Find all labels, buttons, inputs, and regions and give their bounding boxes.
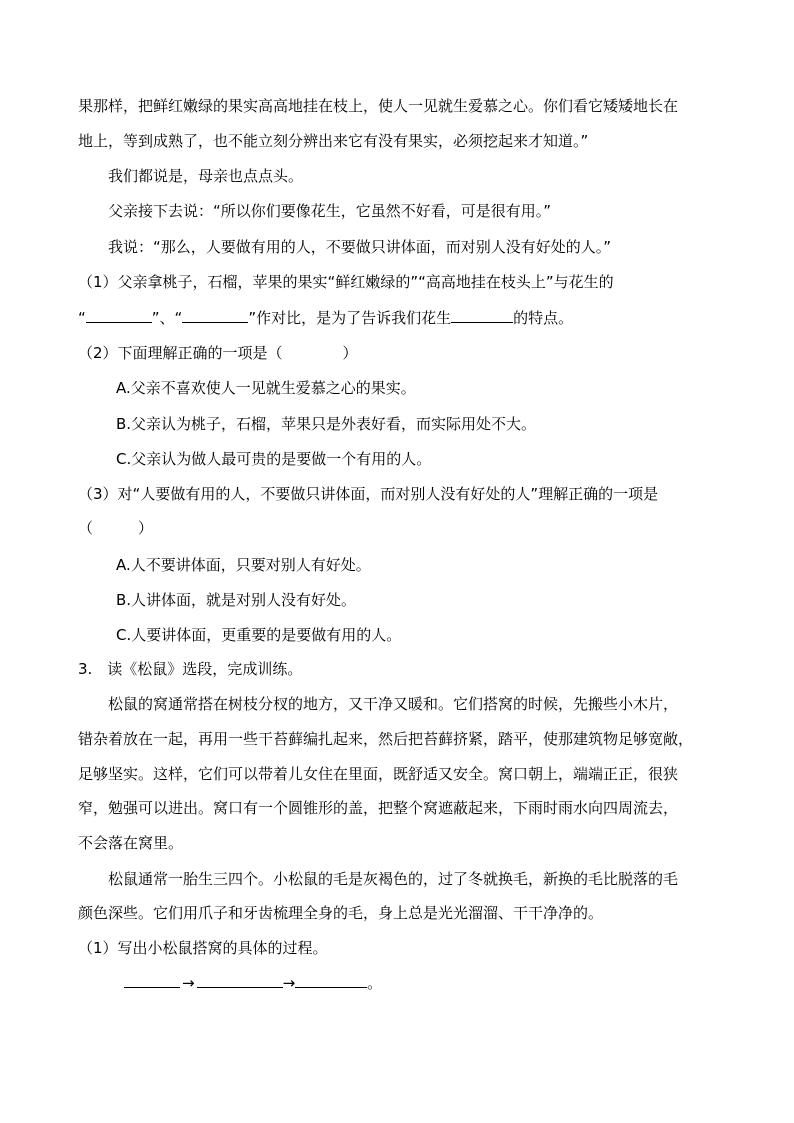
squirrel-passage-line: 松鼠通常一胎生三四个。小松鼠的毛是灰褐色的，过了冬就换毛，新换的毛比脱落的毛	[108, 870, 679, 888]
process-blank-2[interactable]	[197, 973, 283, 988]
squirrel-passage-line: 颜色深些。它们用爪子和牙齿梳理全身的毛，身上总是光光溜溜、干干净净的。	[78, 904, 604, 922]
nest-process-blanks	[124, 973, 382, 993]
process-blank-1[interactable]	[124, 973, 180, 988]
passage-line: 果那样，把鲜红嫩绿的果实高高地挂在枝上，使人一见就生爱慕之心。你们看它矮矮地长在	[78, 97, 679, 115]
question-2-option-c: C.父亲认为做人最可贵的是要做一个有用的人。	[116, 450, 432, 468]
quote-close-text: ”作对比，是为了告诉我们花生	[248, 309, 452, 327]
section-3-heading: 3. 读《松鼠》选段，完成训练。	[78, 660, 303, 678]
squirrel-passage-line: 窄，勉强可以进出。窝口有一个圆锥形的盖，把整个窝遮蔽起来，下雨时雨水向四周流去，	[78, 799, 679, 817]
question-3-option-c: C.人要讲体面，更重要的是要做有用的人。	[116, 626, 402, 644]
quote-separator: ”、“	[151, 309, 183, 327]
squirrel-passage-line: 足够坚实。这样，它们可以带着儿女住在里面，既舒适又安全。窝口朝上，端端正正，很狭	[78, 765, 679, 783]
section-3-question-1-stem: （1）写出小松鼠搭窝的具体的过程。	[78, 939, 328, 957]
answer-blank-3[interactable]	[451, 308, 513, 323]
question-1-tail: 的特点。	[513, 309, 574, 327]
process-blank-3[interactable]	[295, 973, 367, 988]
squirrel-passage-line: 错杂着放在一起，再用一些干苔藓编扎起来，然后把苔藓挤紧，踏平，使那建筑物足够宽敞，	[78, 730, 694, 748]
answer-blank-1[interactable]	[86, 308, 152, 323]
passage-line: 我说：“那么，人要做有用的人，不要做只讲体面，而对别人没有好处的人。”	[108, 238, 612, 256]
end-mark: 。	[367, 974, 383, 992]
quote-open: “	[78, 309, 86, 327]
arrow-icon: →	[282, 974, 296, 992]
question-2-stem: （2）下面理解正确的一项是（ ）	[78, 344, 358, 362]
question-3-option-b: B.人讲体面，就是对别人没有好处。	[116, 591, 357, 609]
passage-line: 我们都说是，母亲也点点头。	[108, 167, 304, 185]
passage-line: 父亲接下去说：“所以你们要像花生，它虽然不好看，可是很有用。”	[108, 202, 552, 220]
question-3-option-a: A.人不要讲体面，只要对别人有好处。	[116, 556, 371, 574]
question-2-option-b: B.父亲认为桃子，石榴，苹果只是外表好看，而实际用处不大。	[116, 415, 537, 433]
question-1-stem: （1）父亲拿桃子，石榴，苹果的果实“鲜红嫩绿的”“高高地挂在枝头上”与花生的	[78, 273, 614, 291]
passage-line: 地上，等到成熟了，也不能立刻分辨出来它有没有果实，必须挖起来才知道。”	[78, 132, 589, 150]
arrow-icon: →	[182, 974, 195, 992]
question-3-stem: （3）对“人要做有用的人，不要做只讲体面，而对别人没有好处的人”理解正确的一项是	[78, 485, 659, 503]
squirrel-passage-line: 松鼠的窝通常搭在树枝分杈的地方，又干净又暖和。它们搭窝的时候，先搬些小木片，	[108, 695, 679, 713]
answer-blank-2[interactable]	[182, 308, 248, 323]
question-3-answer-paren: （ ）	[78, 519, 154, 537]
squirrel-passage-line: 不会落在窝里。	[78, 834, 184, 852]
question-1-blanks-line	[78, 308, 573, 328]
question-2-option-a: A.父亲不喜欢使人一见就生爱慕之心的果实。	[116, 379, 416, 397]
